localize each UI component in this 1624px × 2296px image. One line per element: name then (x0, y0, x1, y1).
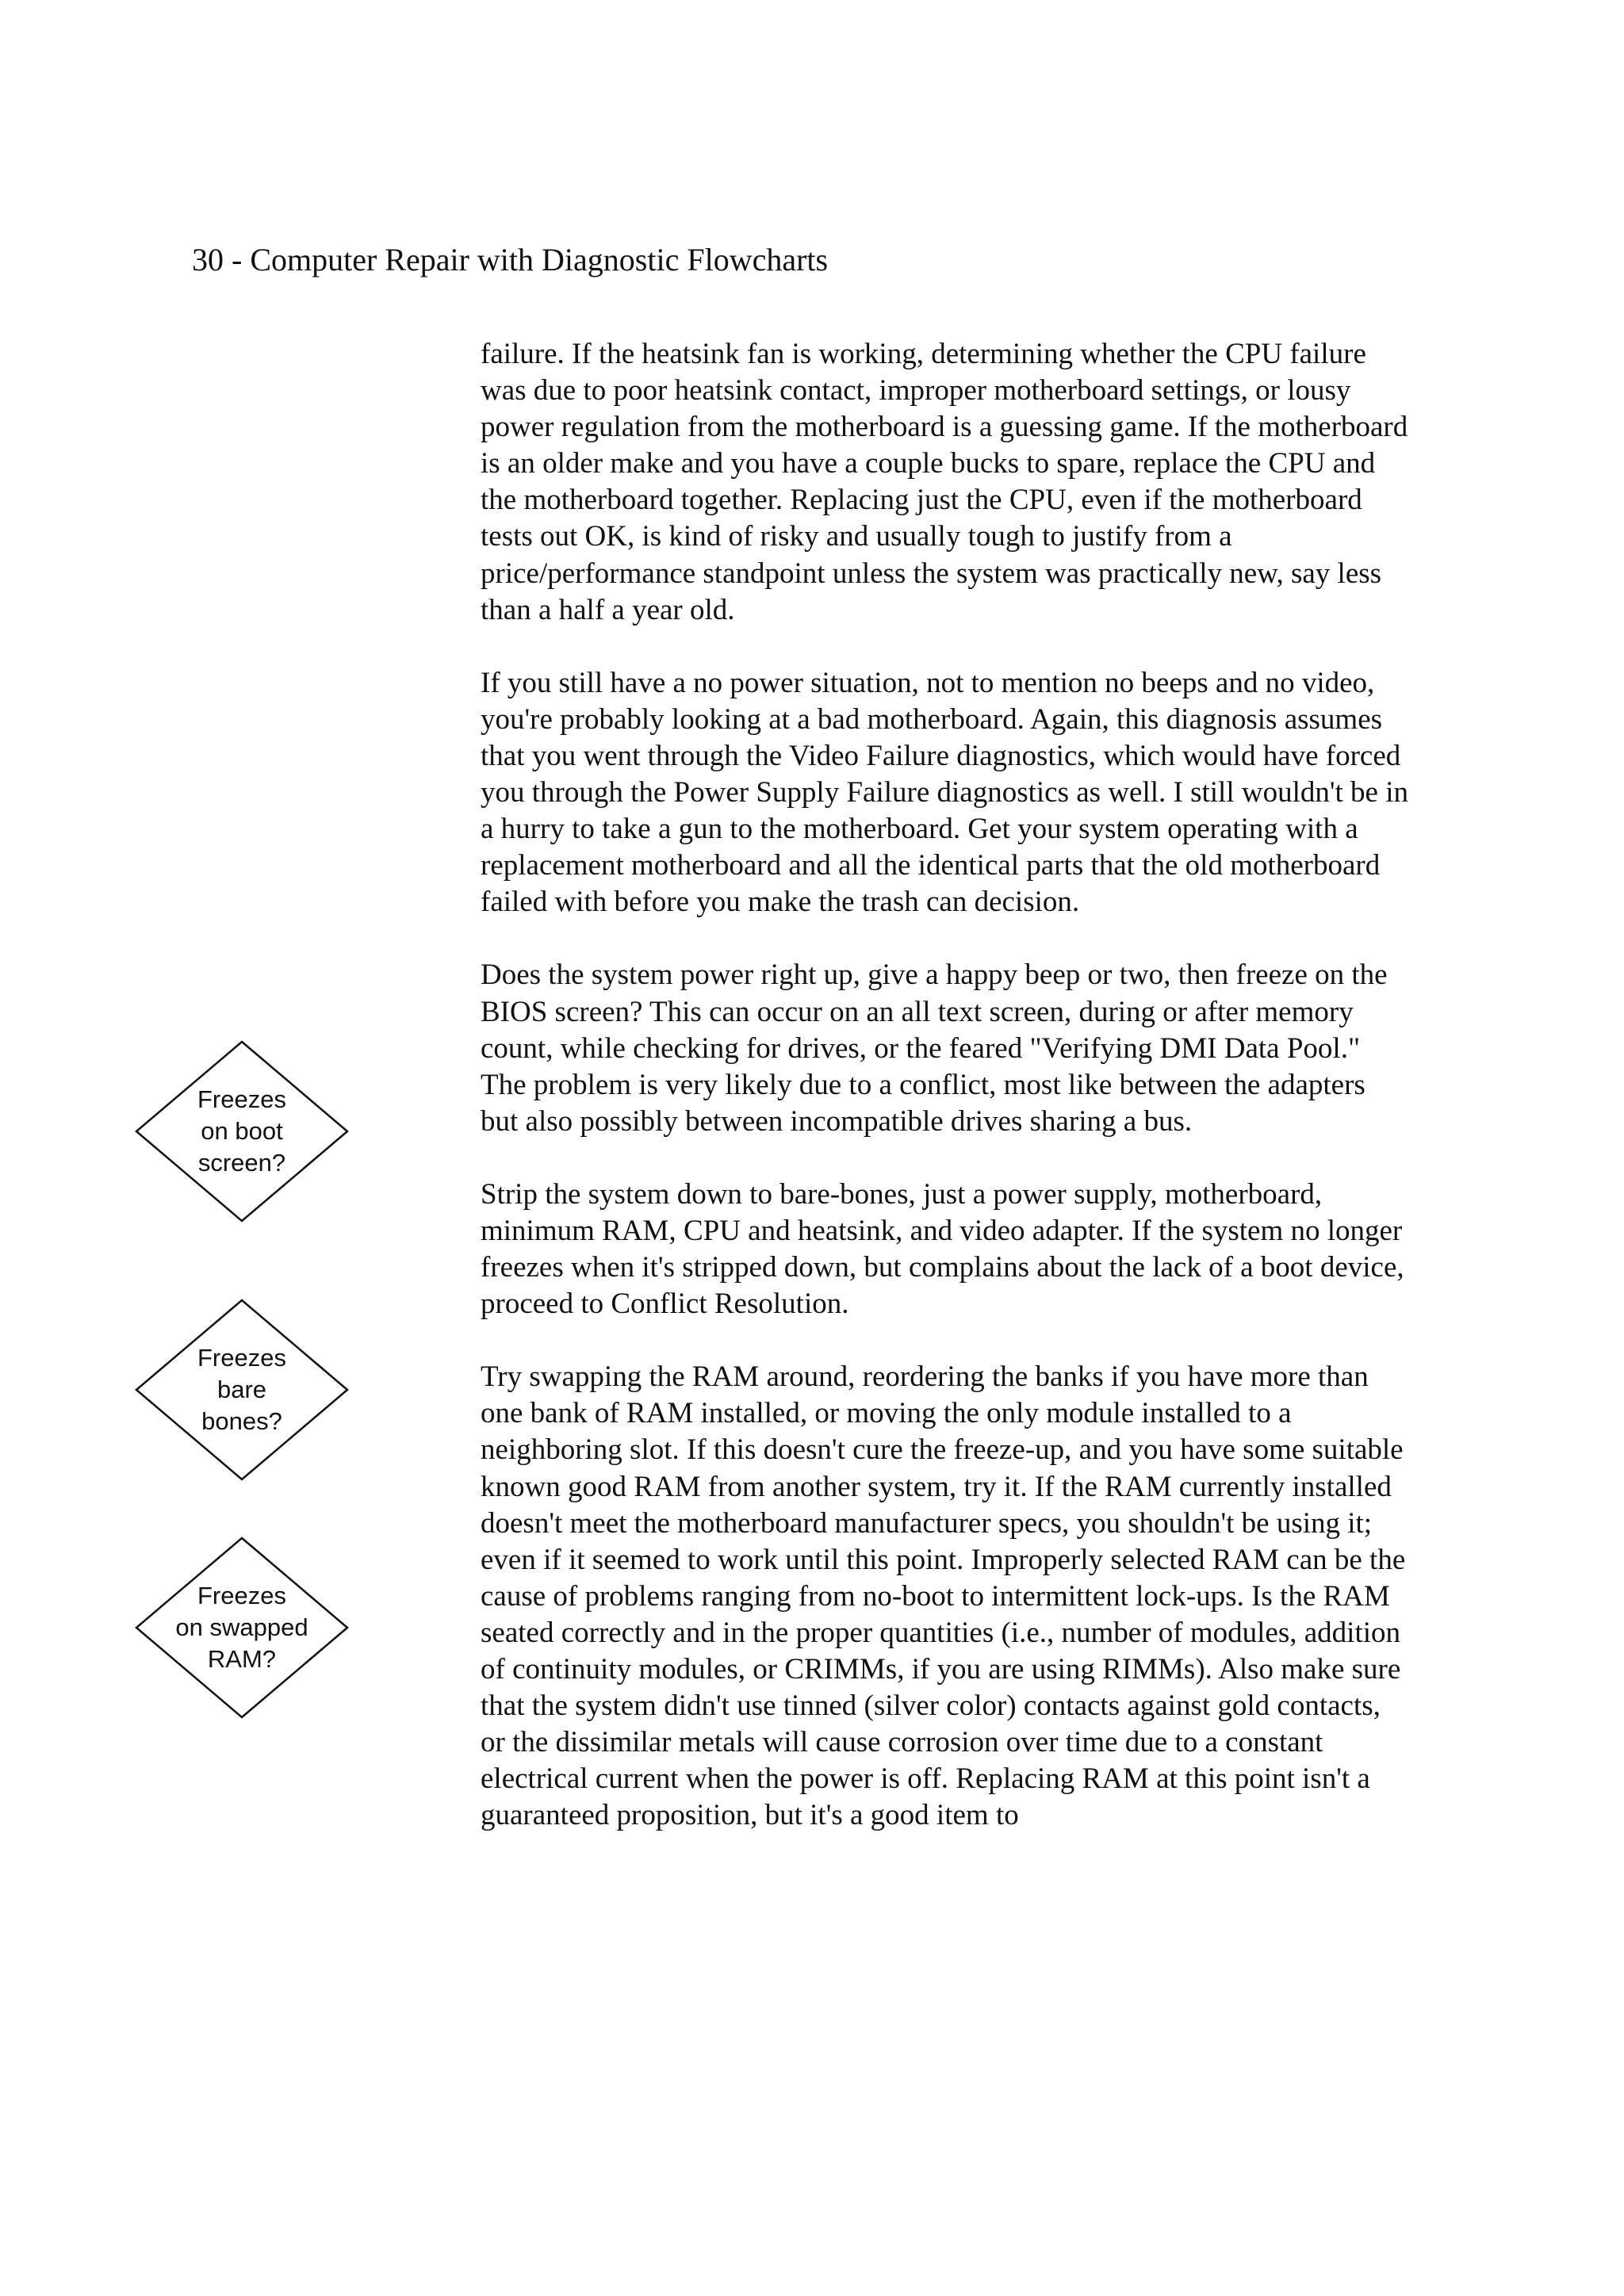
decision-freezes-bare-bones (135, 1299, 349, 1481)
body-text (481, 336, 1408, 1870)
paragraph-no-power: If you still have a no power situation, not to mention no beeps and no video, you're probably looking at a bad motherboard. Again, this diagnosis assumes that you went through the Video Failure diagnostics, which would have forced you through the Power Supply Failure diagnostics as well. I still wouldn't be in a hurry to take a gun to the motherboard. Get your system operating with a replacement motherboard and all the identical parts that the old motherboard failed with before you make the trash can decision. (481, 666, 1408, 919)
paragraph-heatsink-cpu: failure. If the heatsink fan is working, determining whether the CPU failure was due to poor heatsink contact, improper motherboard settings, or lousy power regulation from the motherboard is a guessing game. If the motherboard is an older make and you have a couple bucks to spare, replace the CPU and the motherboard together. Replacing just the CPU, even if the motherboard tests out OK, is kind of risky and usually tough to justify from a price/performance standpoint unless the system was practically new, say less than a half a year old. (481, 338, 1408, 626)
decision-freezes-on-swapped-ram (135, 1536, 349, 1719)
decision-label: Freezes bare bones? (197, 1344, 286, 1435)
paragraph-bios-freeze: Does the system power right up, give a happy beep or two, then freeze on the BIOS screen? This can occur on an all text screen, during or after memory count, while checking for drives, or the feared "Verifying DMI Data Pool." The problem is very likely due to a conflict, most like between the adapters but also possibly between incompatible drives sharing a bus. (481, 959, 1388, 1138)
decision-label: Freezes on boot screen? (197, 1085, 286, 1177)
paragraph-bare-bones: Strip the system down to bare-bones, just a power supply, motherboard, minimum RAM, CPU and heatsink, and video adapter. If the system no longer freezes when it's stripped down, but complains about the lack of a boot device, proceed to Conflict Resolution. (481, 1177, 1404, 1321)
decision-label: Freezes on swapped RAM? (175, 1582, 308, 1673)
decision-freezes-on-boot-screen (135, 1040, 349, 1223)
running-header: 30 - Computer Repair with Diagnostic Flowcharts (192, 242, 829, 277)
paragraph-swap-ram: Try swapping the RAM around, reordering the banks if you have more than one bank of RAM installed, or moving the only module installed to a neighboring slot. If this doesn't cure the freeze-up, and you have some suitable known good RAM from another system, try it. If the RAM currently installed doesn't meet the motherboard manufacturer specs, you shouldn't be using it; even if it seemed to work until this point. Improperly selected RAM can be the cause of problems ranging from no-boot to intermittent lock-ups. Is the RAM seated correctly and in the proper quantities (i.e., number of modules, addition of continuity modules, or CRIMMs, if you are using RIMMs). Also make sure that the system didn't use tinned (silver color) contacts against gold contacts, or the dissimilar metals will cause corrosion over time due to a constant electrical current when the power is off. Replacing RAM at this point isn't a guaranteed proposition, but it's a good item to (481, 1360, 1406, 1832)
